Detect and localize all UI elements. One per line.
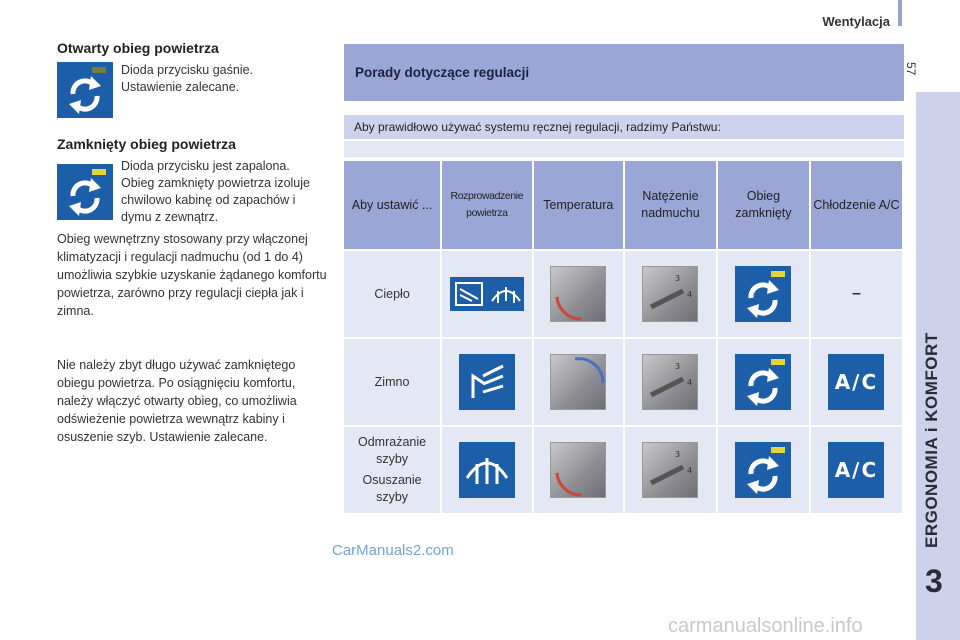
ac-icon: A/C [828, 442, 884, 498]
table-row [344, 427, 902, 513]
fan-speed-icon [642, 266, 698, 322]
temperature-hot-icon [550, 266, 606, 322]
svg-text:3: 3 [675, 362, 681, 371]
tips-header [344, 44, 904, 101]
watermark-link[interactable]: CarManuals2.com [332, 542, 454, 559]
tips-intro: Aby prawidłowo używać systemu ręcznej regulacji, radzimy Państwu: [344, 115, 904, 139]
watermark-footer: carmanualsonline.info [668, 615, 863, 637]
recirculation-on-icon [735, 354, 791, 410]
ac-off-marker: – [851, 285, 861, 302]
warning-paragraph: Nie należy zbyt długo używać zamkniętego obiegu powietrza. Po osiągnięciu komfortu, należy włączyć otwarty obieg, co umożliwia odświeżenie powietrza wewnątrz kabiny i osuszenie szyb. Ustawienie zalecane. [57, 358, 297, 444]
col-header-set: Aby ustawić ... [344, 161, 440, 249]
closed-circulation-text-1: Dioda przycisku jest zapalona. [121, 159, 290, 173]
recirculation-on-icon [735, 442, 791, 498]
col-header-temperature: Temperatura [534, 161, 623, 249]
tips-spacer [344, 141, 904, 157]
tips-table [342, 159, 904, 515]
closed-circulation-title: Zamknięty obieg powietrza [57, 136, 236, 152]
open-circulation-text-2: Ustawienie zalecane. [121, 80, 240, 94]
row-label-warm: Ciepło [344, 251, 440, 337]
fan-speed-icon [642, 354, 698, 410]
svg-text:3: 3 [675, 274, 681, 283]
col-header-fan-speed: Natężenie nadmuchu [625, 161, 716, 249]
row-label-cold: Zimno [344, 339, 440, 425]
open-circulation-title: Otwarty obieg powietrza [57, 40, 219, 56]
row-label-defrost: Odmrażanie szyby [358, 435, 427, 466]
temperature-cold-icon [550, 354, 606, 410]
section-title: Wentylacja [822, 14, 890, 29]
feet-and-defrost-icon [450, 277, 524, 311]
chapter-title: ERGONOMIA i KOMFORT [922, 332, 941, 548]
closed-circulation-text-2: Obieg zamknięty powietrza izoluje chwilowo kabinę od zapachów i dymu z zewnątrz. [121, 176, 310, 224]
col-header-ac: Chłodzenie A/C [811, 161, 902, 249]
header-divider [898, 0, 902, 26]
left-column [57, 40, 329, 446]
temperature-hot-icon [550, 442, 606, 498]
table-row [344, 339, 902, 425]
fan-speed-icon [642, 442, 698, 498]
windscreen-defrost-icon [459, 442, 515, 498]
col-header-recirculation: Obieg zamknięty [718, 161, 809, 249]
ac-icon: A/C [828, 354, 884, 410]
open-circulation-text-1: Dioda przycisku gaśnie. [121, 63, 254, 77]
row-label-demist: Osuszanie szyby [362, 473, 422, 504]
tips-panel [344, 44, 904, 515]
recirculation-on-icon [735, 266, 791, 322]
svg-text:4: 4 [687, 466, 693, 475]
svg-text:3: 3 [675, 450, 681, 459]
page-number: 57 [904, 62, 918, 76]
svg-text:4: 4 [687, 378, 693, 387]
recirculation-on-icon [57, 164, 113, 220]
svg-text:4: 4 [687, 290, 693, 299]
chapter-number: 3 [925, 563, 943, 599]
face-vent-icon [459, 354, 515, 410]
recirculation-paragraph: Obieg wewnętrzny stosowany przy włączonej klimatyzacji i regulacji nadmuchu (od 1 do 4) umożliwia szybkie uzyskanie żądanego komfortu powietrza, zarówno przy regulacji ciepła jak i zimna. [57, 232, 327, 318]
tips-title: Porady dotyczące regulacji [355, 65, 530, 80]
table-header-row [344, 161, 902, 249]
recirculation-off-icon [57, 62, 113, 118]
table-row [344, 251, 902, 337]
col-header-distribution: Rozprowadzenie powietrza [442, 161, 532, 249]
